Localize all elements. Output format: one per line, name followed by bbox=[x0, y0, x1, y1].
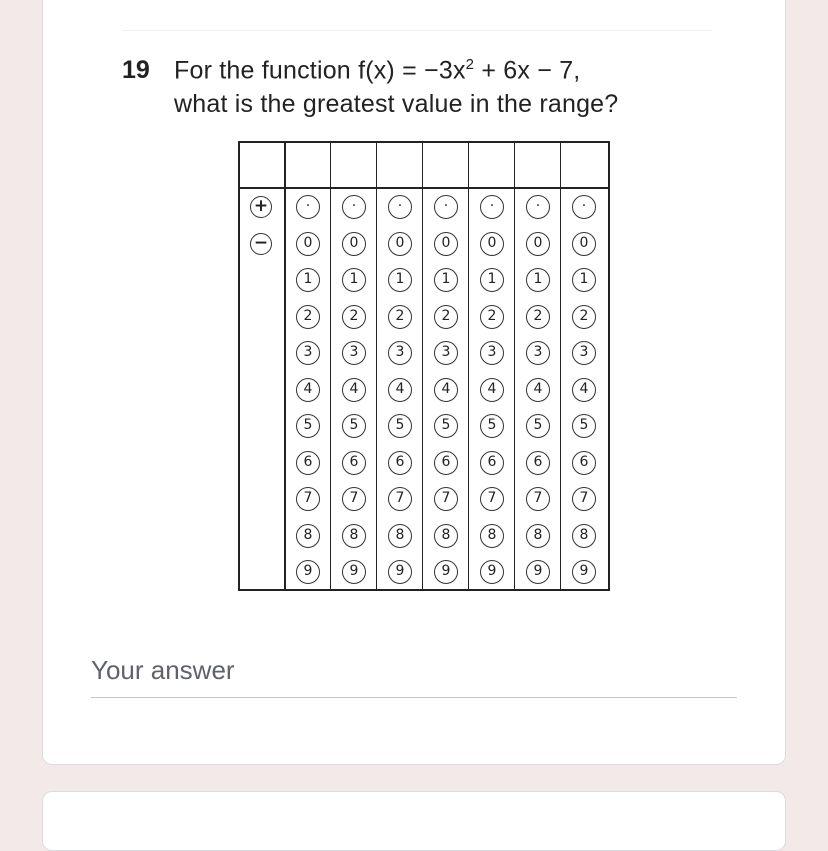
digit-bubble-0: 0 bbox=[342, 232, 366, 256]
digit-bubble-4: 4 bbox=[526, 378, 550, 402]
digit-bubble-8: 8 bbox=[526, 524, 550, 548]
grid-column-divider bbox=[376, 143, 377, 589]
grid-column-divider bbox=[422, 143, 423, 589]
decimal-bubble: · bbox=[526, 195, 550, 219]
digit-bubble-8: 8 bbox=[388, 524, 412, 548]
digit-bubble-2: 2 bbox=[296, 305, 320, 329]
digit-bubble-9: 9 bbox=[434, 560, 458, 584]
digit-bubble-8: 8 bbox=[572, 524, 596, 548]
digit-bubble-0: 0 bbox=[480, 232, 504, 256]
decimal-bubble: · bbox=[572, 195, 596, 219]
grid-column-divider bbox=[284, 143, 286, 589]
digit-bubble-8: 8 bbox=[480, 524, 504, 548]
next-question-card bbox=[42, 791, 786, 851]
question-text-line-1 bbox=[174, 56, 580, 85]
digit-bubble-4: 4 bbox=[572, 378, 596, 402]
digit-bubble-8: 8 bbox=[434, 524, 458, 548]
digit-bubble-6: 6 bbox=[572, 451, 596, 475]
digit-bubble-3: 3 bbox=[388, 341, 412, 365]
digit-bubble-6: 6 bbox=[388, 451, 412, 475]
digit-bubble-7: 7 bbox=[526, 487, 550, 511]
digit-bubble-2: 2 bbox=[572, 305, 596, 329]
decimal-bubble: · bbox=[342, 195, 366, 219]
digit-bubble-3: 3 bbox=[526, 341, 550, 365]
digit-bubble-1: 1 bbox=[526, 268, 550, 292]
digit-bubble-3: 3 bbox=[434, 341, 458, 365]
digit-bubble-5: 5 bbox=[526, 414, 550, 438]
digit-bubble-9: 9 bbox=[296, 560, 320, 584]
question-function: f(x) = −3x bbox=[358, 56, 466, 85]
digit-bubble-5: 5 bbox=[296, 414, 320, 438]
minus-bubble: − bbox=[250, 233, 272, 255]
digit-bubble-6: 6 bbox=[480, 451, 504, 475]
digit-bubble-2: 2 bbox=[342, 305, 366, 329]
digit-bubble-1: 1 bbox=[388, 268, 412, 292]
digit-bubble-5: 5 bbox=[342, 414, 366, 438]
digit-bubble-4: 4 bbox=[434, 378, 458, 402]
digit-bubble-7: 7 bbox=[296, 487, 320, 511]
question-number: 19 bbox=[122, 56, 150, 84]
grid-column-divider bbox=[468, 143, 469, 589]
digit-bubble-4: 4 bbox=[388, 378, 412, 402]
digit-bubble-1: 1 bbox=[296, 268, 320, 292]
digit-bubble-2: 2 bbox=[388, 305, 412, 329]
grid-column-divider bbox=[560, 143, 561, 589]
divider bbox=[122, 30, 712, 31]
grid-column-divider bbox=[330, 143, 331, 589]
digit-bubble-9: 9 bbox=[388, 560, 412, 584]
digit-bubble-3: 3 bbox=[572, 341, 596, 365]
plus-bubble: + bbox=[250, 196, 272, 218]
digit-bubble-0: 0 bbox=[388, 232, 412, 256]
digit-bubble-1: 1 bbox=[572, 268, 596, 292]
digit-bubble-4: 4 bbox=[342, 378, 366, 402]
digit-bubble-9: 9 bbox=[572, 560, 596, 584]
digit-bubble-1: 1 bbox=[434, 268, 458, 292]
answer-underline bbox=[91, 697, 737, 698]
digit-bubble-9: 9 bbox=[342, 560, 366, 584]
question-prefix: For the function bbox=[174, 56, 359, 85]
digit-bubble-7: 7 bbox=[388, 487, 412, 511]
digit-bubble-4: 4 bbox=[296, 378, 320, 402]
digit-bubble-5: 5 bbox=[480, 414, 504, 438]
digit-bubble-2: 2 bbox=[434, 305, 458, 329]
grid-column-divider bbox=[514, 143, 515, 589]
digit-bubble-3: 3 bbox=[480, 341, 504, 365]
digit-bubble-0: 0 bbox=[296, 232, 320, 256]
digit-bubble-6: 6 bbox=[526, 451, 550, 475]
digit-bubble-6: 6 bbox=[342, 451, 366, 475]
digit-bubble-6: 6 bbox=[434, 451, 458, 475]
digit-bubble-7: 7 bbox=[572, 487, 596, 511]
digit-bubble-5: 5 bbox=[572, 414, 596, 438]
digit-bubble-7: 7 bbox=[480, 487, 504, 511]
decimal-bubble: · bbox=[480, 195, 504, 219]
digit-bubble-5: 5 bbox=[434, 414, 458, 438]
digit-bubble-8: 8 bbox=[296, 524, 320, 548]
digit-bubble-9: 9 bbox=[526, 560, 550, 584]
decimal-bubble: · bbox=[296, 195, 320, 219]
digit-bubble-4: 4 bbox=[480, 378, 504, 402]
digit-bubble-2: 2 bbox=[526, 305, 550, 329]
question-text-line-2: what is the greatest value in the range? bbox=[174, 90, 619, 118]
digit-bubble-7: 7 bbox=[342, 487, 366, 511]
digit-bubble-9: 9 bbox=[480, 560, 504, 584]
question-exponent: 2 bbox=[465, 56, 475, 73]
digit-bubble-3: 3 bbox=[342, 341, 366, 365]
decimal-bubble: · bbox=[388, 195, 412, 219]
digit-bubble-1: 1 bbox=[342, 268, 366, 292]
digit-bubble-3: 3 bbox=[296, 341, 320, 365]
digit-bubble-0: 0 bbox=[572, 232, 596, 256]
digit-bubble-7: 7 bbox=[434, 487, 458, 511]
grid-header-divider bbox=[240, 187, 608, 189]
digit-bubble-1: 1 bbox=[480, 268, 504, 292]
digit-bubble-8: 8 bbox=[342, 524, 366, 548]
answer-input[interactable]: Your answer bbox=[91, 655, 235, 685]
digit-bubble-0: 0 bbox=[434, 232, 458, 256]
question-suffix: + 6x − 7, bbox=[474, 56, 581, 85]
digit-bubble-6: 6 bbox=[296, 451, 320, 475]
digit-bubble-0: 0 bbox=[526, 232, 550, 256]
decimal-bubble: · bbox=[434, 195, 458, 219]
digit-bubble-5: 5 bbox=[388, 414, 412, 438]
digit-bubble-2: 2 bbox=[480, 305, 504, 329]
griddable-answer-grid bbox=[238, 141, 610, 591]
